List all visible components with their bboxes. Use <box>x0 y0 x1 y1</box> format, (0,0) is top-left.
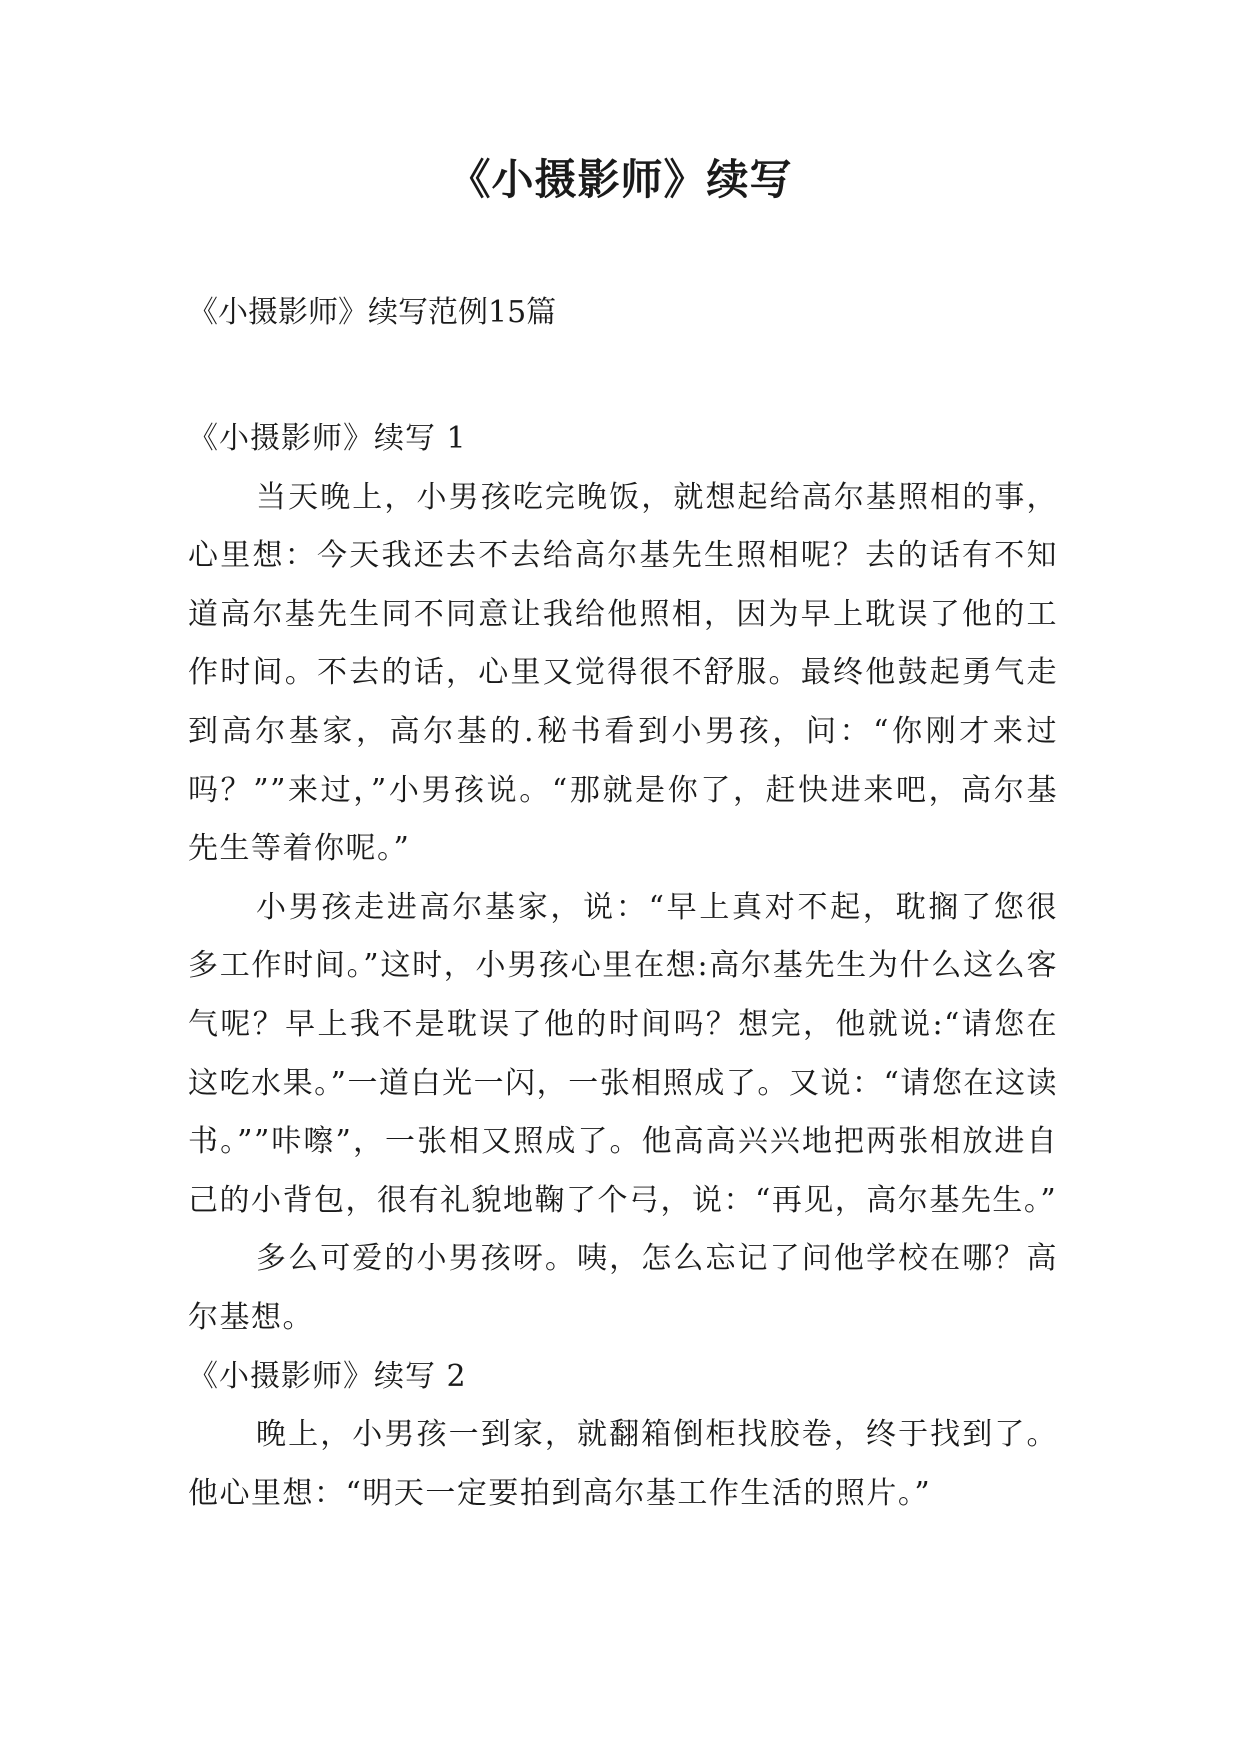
section-heading: 《小摄影师》续写 2 <box>188 1358 467 1394</box>
paragraph: 晚上，小男孩一到家，就翻箱倒柜找胶卷，终于找到了。他心里想：“明天一定要拍到高尔基工作生活的照片。” <box>188 1417 1058 1511</box>
section-2 <box>188 1348 1058 1524</box>
section-heading: 《小摄影师》续写 1 <box>188 421 467 456</box>
document-subtitle: 《小摄影师》续写范例15篇 <box>188 295 557 330</box>
document-title: 《小摄影师》续写 <box>448 155 793 204</box>
paragraph: 多么可爱的小男孩呀。咦，怎么忘记了问他学校在哪？高尔基想。 <box>188 1241 1058 1335</box>
paragraph: 当天晚上，小男孩吃完晚饭，就想起给高尔基照相的事，心里想：今天我还去不去给高尔基先生照相呢？去的话有不知道高尔基先生同不同意让我给他照相，因为早上耽误了他的工作时间。不去的话，心里又觉得很不舒服。最终他鼓起勇气走到高尔基家，高尔基的.秘书看到小男孩，问：“你刚才来过吗？””来过，”小男孩说。“那就是你了，赶快进来吧，高尔基先生等着你呢。” <box>188 479 1058 867</box>
paragraph: 小男孩走进高尔基家，说：“早上真对不起，耽搁了您很多工作时间。”这时，小男孩心里在想:高尔基先生为什么这么客气呢？早上我不是耽误了他的时间吗？想完，他就说:“请您在这吃水果。”一道白光一闪，一张相照成了。又说：“请您在这读书。””咔嚓”，一张相又照成了。他高高兴兴地把两张相放进自己的小背包，很有礼貌地鞠了个弓，说：“再见，高尔基先生。” <box>188 889 1058 1218</box>
section-1 <box>188 410 1058 1348</box>
document-body <box>188 410 1058 1523</box>
